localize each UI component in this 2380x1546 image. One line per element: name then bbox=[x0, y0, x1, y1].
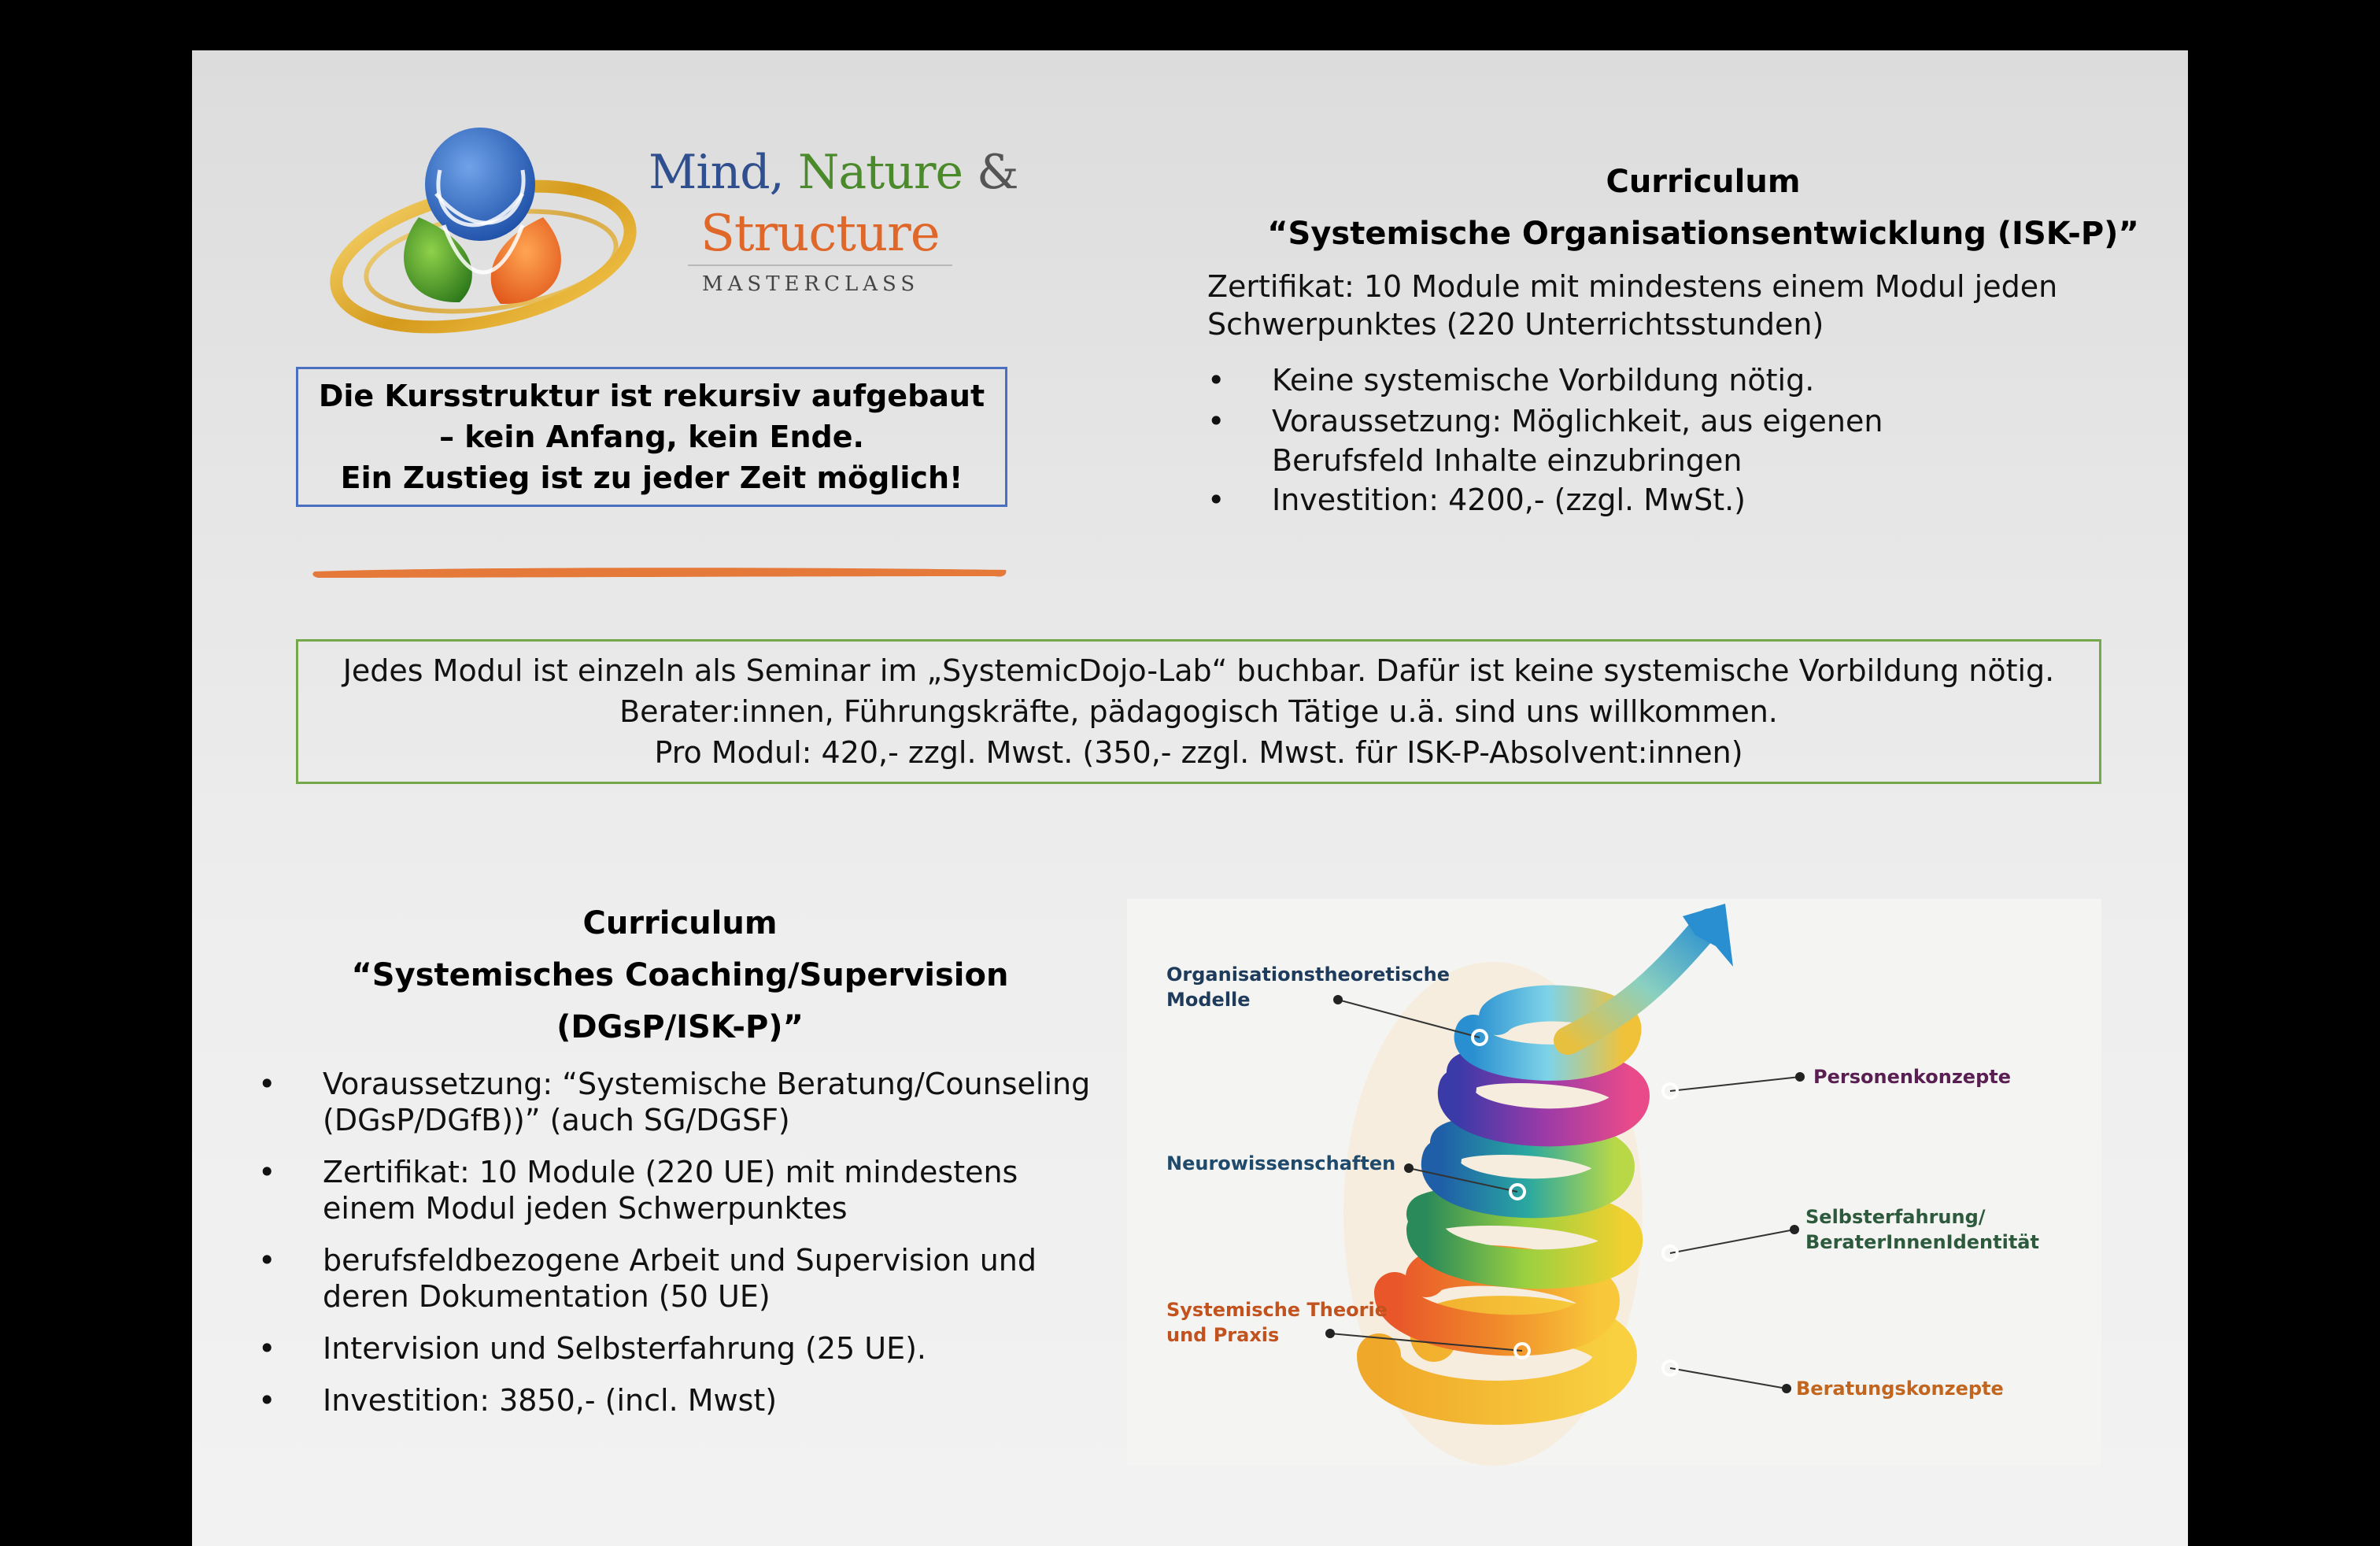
bullet-text: Investition: 3850,- (incl. Mwst) bbox=[323, 1383, 778, 1418]
curriculum1-bullet bbox=[1207, 401, 2136, 480]
curriculum2-bullet bbox=[258, 1242, 1116, 1315]
label-organisation-line1: Organisationstheoretische bbox=[1166, 963, 1450, 986]
curriculum2-bullet bbox=[258, 1382, 1116, 1418]
module-line-1: Jedes Modul ist einzeln als Seminar im „SystemicDojo-Lab“ buchbar. Dafür ist keine systemische Vorbildung nötig. bbox=[342, 653, 2055, 688]
bullet-dot: • bbox=[1207, 363, 1225, 398]
logo-amp: & bbox=[977, 145, 1018, 200]
bullet-dot: • bbox=[258, 1243, 276, 1278]
label-organisation-line2: Modelle bbox=[1166, 989, 1251, 1011]
bullet-text: Intervision und Selbsterfahrung (25 UE). bbox=[323, 1331, 926, 1366]
label-systemische-theorie bbox=[1166, 1297, 1388, 1348]
curriculum2-title-line2: (DGsP/ISK-P)” bbox=[556, 1009, 804, 1045]
curriculum1-title: “Systemische Organisationsentwicklung (ISK-P)” bbox=[1267, 216, 2139, 252]
curriculum1-certificate: Zertifikat: 10 Module mit mindestens einem Modul jeden Schwerpunktes (220 Unterrichtsstunden) bbox=[1207, 269, 2058, 342]
label-selbsterfahrung-line2: BeraterInnenIdentität bbox=[1805, 1231, 2039, 1253]
curriculum2-bullet bbox=[258, 1066, 1116, 1138]
module-line-2: Berater:innen, Führungskräfte, pädagogisch Tätige u.ä. sind uns willkommen. bbox=[619, 694, 1778, 729]
bullet-dot: • bbox=[258, 1331, 276, 1366]
label-neurowissenschaften: Neurowissenschaften bbox=[1166, 1152, 1396, 1174]
curriculum2-heading: Curriculum bbox=[582, 905, 778, 941]
spiral-diagram bbox=[1127, 899, 2101, 1466]
logo-masterclass: MASTERCLASS bbox=[702, 272, 920, 296]
logo-divider bbox=[688, 264, 952, 266]
label-selbsterfahrung-line1: Selbsterfahrung/ bbox=[1805, 1206, 1986, 1228]
bullet-text: berufsfeldbezogene Arbeit und Supervision und deren Dokumentation (50 UE) bbox=[323, 1243, 1037, 1314]
recursive-line-2: – kein Anfang, kein Ende. bbox=[439, 420, 864, 454]
bullet-text: Zertifikat: 10 Module (220 UE) mit mindestens einem Modul jeden Schwerpunktes bbox=[323, 1155, 1018, 1226]
curriculum1-bullet bbox=[1207, 361, 2136, 400]
label-beratungskonzepte: Beratungskonzepte bbox=[1796, 1378, 2004, 1400]
bullet-text: Voraussetzung: Möglichkeit, aus eigenen Berufsfeld Inhalte einzubringen bbox=[1272, 404, 1883, 478]
module-info-box bbox=[296, 639, 2101, 784]
logo-mind: Mind, bbox=[649, 145, 784, 200]
label-systemische-theorie-line2: und Praxis bbox=[1166, 1324, 1280, 1346]
curriculum2-bullet bbox=[258, 1154, 1116, 1226]
bullet-dot: • bbox=[258, 1383, 276, 1418]
curriculum1-bullet bbox=[1207, 480, 2136, 520]
slide bbox=[192, 50, 2188, 1546]
bullet-dot: • bbox=[1207, 404, 1225, 438]
recursive-line-1: Die Kursstruktur ist rekursiv aufgebaut bbox=[318, 379, 985, 413]
bullet-dot: • bbox=[258, 1067, 276, 1101]
logo-structure: Structure bbox=[700, 205, 940, 263]
label-systemische-theorie-line1: Systemische Theorie bbox=[1166, 1299, 1388, 1321]
recursive-structure-box bbox=[296, 367, 1007, 507]
logo-nature: Nature bbox=[797, 145, 963, 200]
bullet-text: Voraussetzung: “Systemische Beratung/Counseling (DGsP/DGfB))” (auch SG/DGSF) bbox=[323, 1067, 1091, 1137]
logo-wordmark-line1 bbox=[649, 145, 1018, 200]
bullet-text: Investition: 4200,- (zzgl. MwSt.) bbox=[1272, 483, 1746, 517]
module-line-3: Pro Modul: 420,- zzgl. Mwst. (350,- zzgl. Mwst. für ISK-P-Absolvent:innen) bbox=[654, 735, 1743, 770]
curriculum1-heading: Curriculum bbox=[1606, 164, 1801, 200]
curriculum2-title-line1: “Systemisches Coaching/Supervision bbox=[351, 957, 1009, 993]
bullet-dot: • bbox=[1207, 483, 1225, 517]
label-selbsterfahrung bbox=[1805, 1204, 2039, 1255]
orange-brush-stroke bbox=[310, 562, 1011, 581]
label-personenkonzepte: Personenkonzepte bbox=[1813, 1066, 2011, 1088]
label-organisation bbox=[1166, 962, 1450, 1012]
bullet-dot: • bbox=[258, 1155, 276, 1189]
curriculum2-bullet bbox=[258, 1330, 1116, 1367]
bullet-text: Keine systemische Vorbildung nötig. bbox=[1272, 363, 1815, 398]
recursive-line-3: Ein Zustieg ist zu jeder Zeit möglich! bbox=[340, 460, 963, 495]
